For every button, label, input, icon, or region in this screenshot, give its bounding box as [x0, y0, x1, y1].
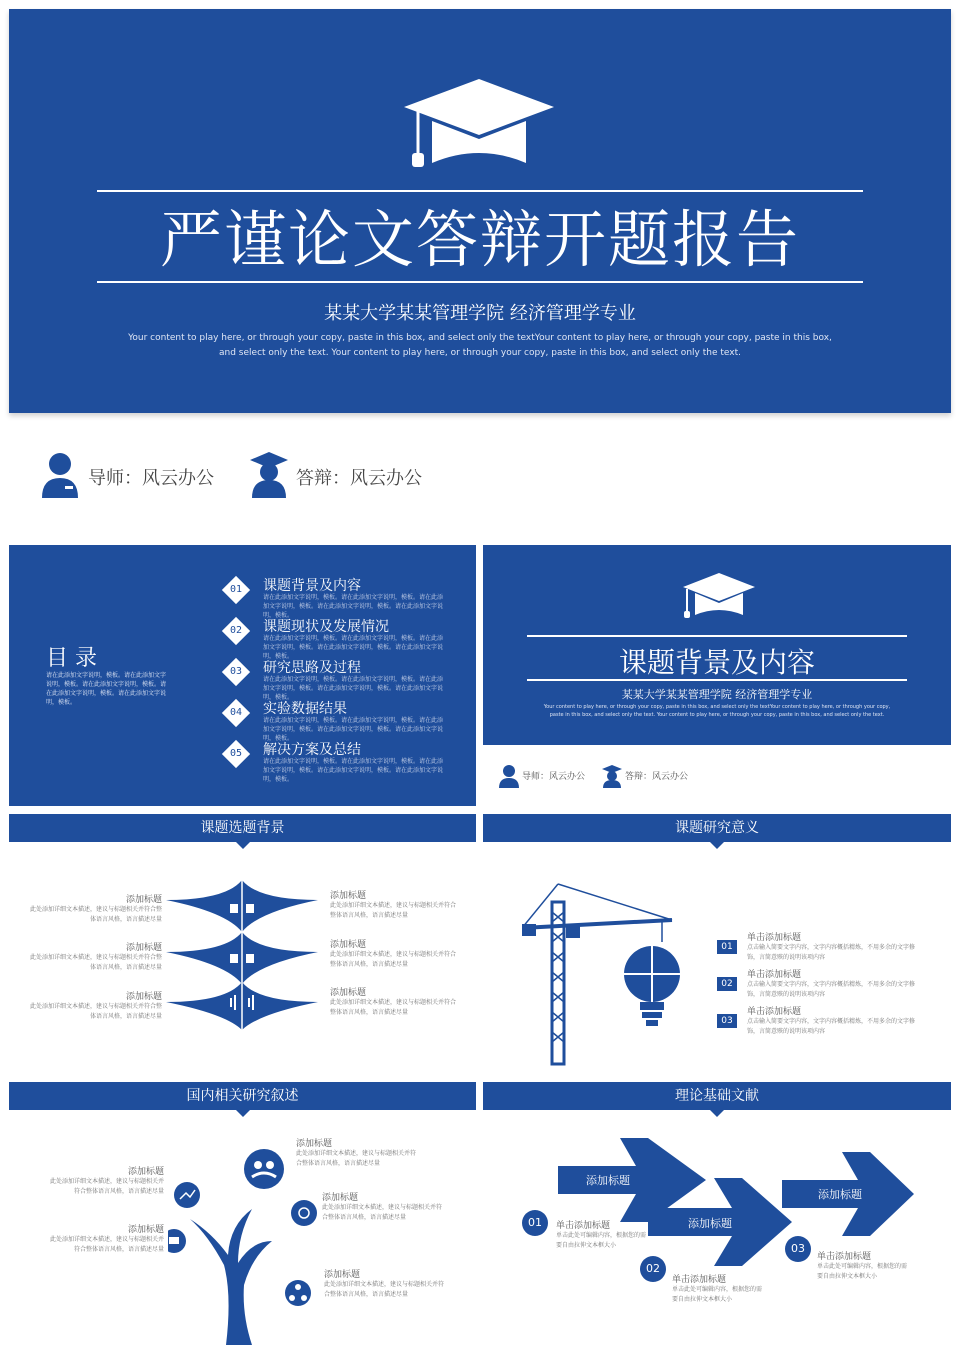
panel-header-domestic: 国内相关研究叙述	[9, 1082, 476, 1110]
list-item: 单击添加标题 点击输入简要文字内容，文字内容概括精炼，不用多余的文字修饰，言简意赅的说明该项内容	[747, 970, 916, 998]
divider-top	[97, 190, 863, 192]
arrow-label: 添加标题	[688, 1217, 732, 1230]
advisor-icon	[498, 764, 520, 788]
divider-bottom	[97, 281, 863, 283]
tree-diagram	[168, 1145, 338, 1345]
panel-header-background: 课题选题背景	[9, 814, 476, 842]
arrow-label: 添加标题	[818, 1188, 862, 1201]
advisor-label: 导师：风云办公	[522, 772, 586, 782]
list-item: 添加标题 此处添加详细文本描述，建议与标题相关并符合整体语言风格，语言描述尽量	[30, 992, 163, 1020]
toc-title: 目 录	[46, 646, 97, 671]
crane-bulb-icon	[522, 882, 692, 1066]
panel-header-meaning: 课题研究意义	[483, 814, 951, 842]
student-cap-icon	[248, 450, 290, 498]
list-item: 添加标题 此处添加详细文本描述，建议与标题相关并符合整体语言风格，语言描述尽量	[330, 940, 457, 968]
list-item: 添加标题 此处添加详细文本描述，建议与标题相关并符合整体语言风格，语言描述尽量	[322, 1193, 443, 1221]
list-item: 添加标题 此处添加详细文本描述，建议与标题相关并符合整体语言风格，语言描述尽量	[330, 891, 457, 919]
panel-header-theory: 理论基础文献	[483, 1082, 951, 1110]
number-badge: 03	[717, 1014, 737, 1028]
list-item: 单击添加标题 点击输入简要文字内容，文字内容概括精炼，不用多余的文字修饰，言简意赅的说明该项内容	[747, 933, 916, 961]
section-title: 课题背景及内容	[618, 646, 815, 679]
section-subtitle: 某某大学某某管理学院 经济管理学专业	[621, 688, 813, 701]
list-item: 添加标题 此处添加详细文本描述，建议与标题相关并符合整体语言风格，语言描述尽量	[324, 1270, 445, 1298]
list-item: 单击添加标题 单击此处可编辑内容，根据您的需要自由拉伸文本框大小	[817, 1252, 908, 1280]
hero-subtitle: 某某大学某某管理学院 经济管理学专业	[324, 303, 636, 324]
student-cap-icon	[601, 764, 623, 788]
hero-description: Your content to play here, or through your copy, paste in this box, and select only the textYour content to play here, or through your copy, paste in this box, and select only the text. Your content to play here, or through your copy, paste in this box, and select only the text.	[128, 333, 832, 358]
list-item: 单击添加标题 点击输入简要文字内容，文字内容概括精炼，不用多余的文字修饰，言简意赅的说明该项内容	[747, 1007, 916, 1035]
list-item: 添加标题 此处添加详细文本描述，建议与标题相关并符合整体语言风格，语言描述尽量	[30, 895, 163, 923]
toc-desc: 请在此添加文字说明，模板。请在此添加文字说明，模板。请在此添加文字说明，模板。请在此添加文字说明，模板。请在此添加文字说明，模板。	[46, 672, 167, 706]
section-desc: Your content to play here, or through your copy, paste in this box, and select only the textYour content to play here, or through your copy, paste in this box, and select only the text. Your content to play here, or through your copy, paste in this box, and select only the text.	[543, 704, 891, 718]
number-badge: 02	[717, 977, 737, 991]
flower-diagram	[166, 880, 326, 1032]
advisor-icon	[40, 450, 80, 498]
page-title: 严谨论文答辩开题报告	[159, 203, 800, 276]
graduation-cap-icon	[679, 569, 759, 625]
list-item: 添加标题 此处添加详细文本描述，建议与标题相关并符合整体语言风格，语言描述尽量	[30, 943, 163, 971]
hero-banner	[9, 9, 951, 413]
section-title-panel	[483, 545, 951, 745]
list-item: 单击添加标题 单击此处可编辑内容，根据您的需要自由拉伸文本框大小	[672, 1275, 763, 1303]
arrow-label: 添加标题	[586, 1174, 630, 1187]
graduation-cap-icon	[404, 71, 564, 181]
list-item: 添加标题 此处添加详细文本描述，建议与标题相关并符合整体语言风格，语言描述尽量	[49, 1167, 164, 1195]
list-item: 添加标题 此处添加详细文本描述，建议与标题相关并符合整体语言风格，语言描述尽量	[49, 1225, 164, 1253]
list-item: 单击添加标题 单击此处可编辑内容，根据您的需要自由拉伸文本框大小	[556, 1221, 647, 1249]
number-badge: 01	[717, 940, 737, 954]
toc-panel: 目 录 请在此添加文字说明，模板。请在此添加文字说明，模板。请在此添加文字说明，模板。请在此添加文字说明，模板。请在此添加文字说明，模板。 01 课题背景及内容 请在此添加文字说明，模板。请在此添加文字说明，模板。请在此添加文字说明，模板。请在此添加文字说明，模板。请在此添加文字说明，模板。 02 课题现状及发展情况 请在此添加文字说明，模板。请在此添加文字说明，模板。请在此添加文字说明，模板。请在此添加文字说明，模板。请在此添加文字说明，模板。 03 研究思路及过程 请在此添加文字说明，模板。请在此添加文字说明，模板。请在此添加文字说明，模板。请在此添加文字说明，模板。请在此添加文字说明，模板。 04 实验数据结果 请在此添加文字说明，模板。请在此添加文字说明，模板。请在此添加文字说明，模板。请在此添加文字说明，模板。请在此添加文字说明，模板。 05 解决方案及总结 请在此添加文字说明，模板。请在此添加文字说明，模板。请在此添加文字说明，模板。请在此添加文字说明，模板。请在此添加文字说明，模板。	[9, 545, 476, 806]
defender-label: 答辩：风云办公	[625, 772, 689, 782]
list-item: 添加标题 此处添加详细文本描述，建议与标题相关并符合整体语言风格，语言描述尽量	[296, 1139, 417, 1167]
defender-label: 答辩：风云办公	[296, 468, 422, 489]
advisor-label: 导师：风云办公	[88, 468, 214, 489]
list-item: 添加标题 此处添加详细文本描述，建议与标题相关并符合整体语言风格，语言描述尽量	[330, 988, 457, 1016]
